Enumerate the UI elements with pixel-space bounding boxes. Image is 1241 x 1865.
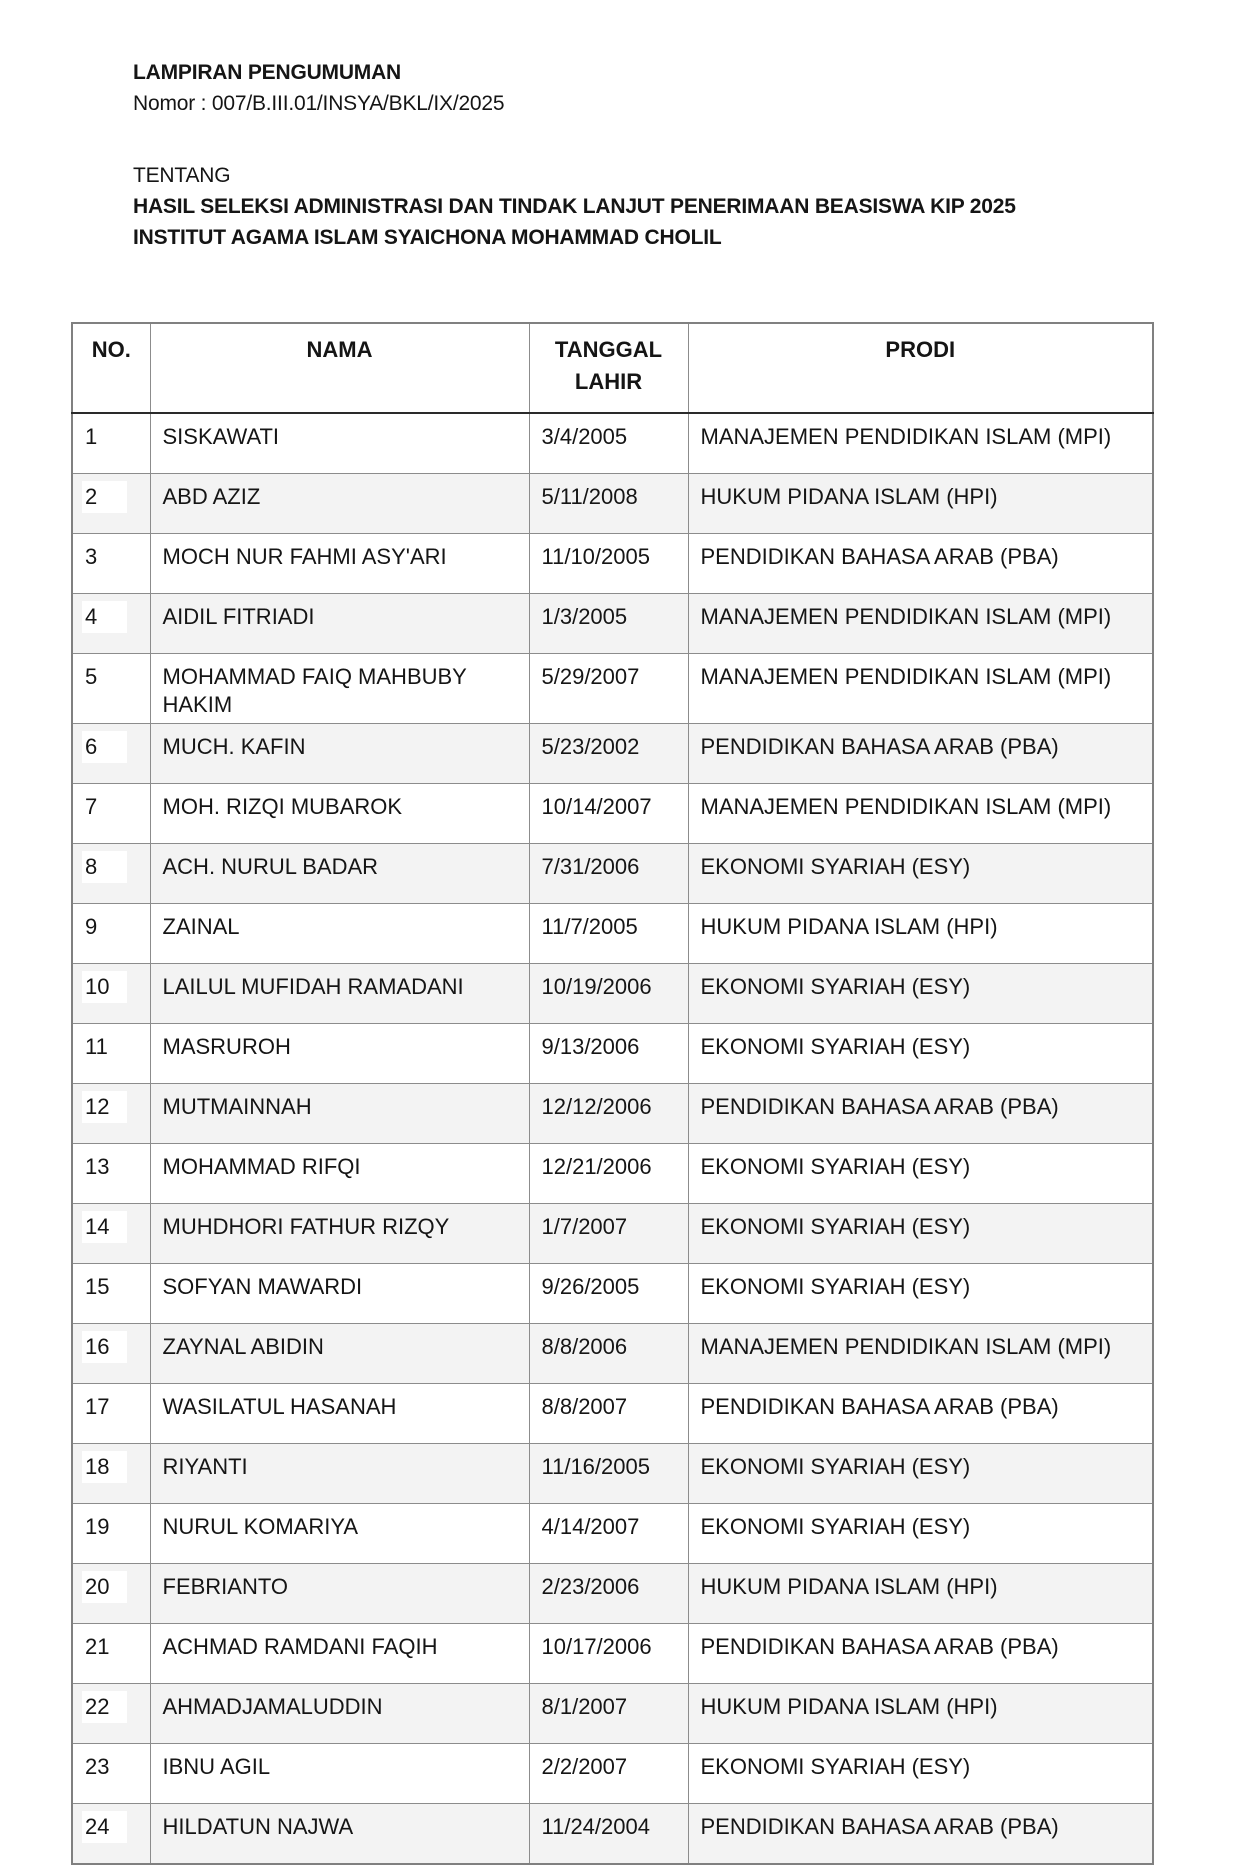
cell-no [72, 1804, 150, 1865]
cell-tanggal-lahir: 2/2/2007 [529, 1744, 688, 1804]
cell-nama: MASRUROH [150, 1024, 529, 1084]
row-number: 14 [82, 1211, 127, 1243]
table-row [72, 1264, 1153, 1324]
table-row [72, 474, 1153, 534]
cell-nama: NURUL KOMARIYA [150, 1504, 529, 1564]
cell-prodi: EKONOMI SYARIAH (ESY) [688, 1744, 1153, 1804]
cell-prodi: HUKUM PIDANA ISLAM (HPI) [688, 474, 1153, 534]
row-number: 20 [82, 1571, 127, 1603]
attachment-title: LAMPIRAN PENGUMUMAN [133, 61, 402, 84]
cell-no [72, 844, 150, 904]
row-number: 15 [82, 1271, 127, 1303]
cell-nama: MOHAMMAD RIFQI [150, 1144, 529, 1204]
table-row [72, 1024, 1153, 1084]
row-number: 12 [82, 1091, 127, 1123]
cell-no [72, 1684, 150, 1744]
table-row [72, 964, 1153, 1024]
table-row [72, 1144, 1153, 1204]
cell-prodi: HUKUM PIDANA ISLAM (HPI) [688, 1684, 1153, 1744]
column-header-prodi: PRODI [688, 323, 1153, 413]
cell-nama: ACHMAD RAMDANI FAQIH [150, 1624, 529, 1684]
cell-nama: WASILATUL HASANAH [150, 1384, 529, 1444]
cell-nama: AHMADJAMALUDDIN [150, 1684, 529, 1744]
cell-tanggal-lahir: 1/7/2007 [529, 1204, 688, 1264]
cell-prodi: MANAJEMEN PENDIDIKAN ISLAM (MPI) [688, 654, 1153, 724]
table-body [72, 413, 1153, 1864]
cell-prodi: EKONOMI SYARIAH (ESY) [688, 1144, 1153, 1204]
table-row [72, 1504, 1153, 1564]
cell-no [72, 413, 150, 474]
row-number: 6 [82, 731, 127, 763]
cell-prodi: EKONOMI SYARIAH (ESY) [688, 1444, 1153, 1504]
cell-prodi: MANAJEMEN PENDIDIKAN ISLAM (MPI) [688, 594, 1153, 654]
cell-tanggal-lahir: 10/19/2006 [529, 964, 688, 1024]
cell-nama: MUCH. KAFIN [150, 724, 529, 784]
results-table [71, 322, 1154, 1865]
cell-tanggal-lahir: 5/23/2002 [529, 724, 688, 784]
cell-prodi: PENDIDIKAN BAHASA ARAB (PBA) [688, 1624, 1153, 1684]
cell-tanggal-lahir: 11/24/2004 [529, 1804, 688, 1865]
cell-prodi: EKONOMI SYARIAH (ESY) [688, 1504, 1153, 1564]
cell-no [72, 1624, 150, 1684]
cell-no [72, 784, 150, 844]
table-row [72, 1564, 1153, 1624]
cell-tanggal-lahir: 2/23/2006 [529, 1564, 688, 1624]
table-row [72, 594, 1153, 654]
cell-tanggal-lahir: 4/14/2007 [529, 1504, 688, 1564]
cell-nama: SOFYAN MAWARDI [150, 1264, 529, 1324]
row-number: 22 [82, 1691, 127, 1723]
cell-tanggal-lahir: 8/8/2007 [529, 1384, 688, 1444]
cell-no [72, 1264, 150, 1324]
cell-no [72, 1384, 150, 1444]
cell-prodi: PENDIDIKAN BAHASA ARAB (PBA) [688, 1084, 1153, 1144]
row-number: 5 [82, 661, 127, 693]
row-number: 23 [82, 1751, 127, 1783]
row-number: 17 [82, 1391, 127, 1423]
column-header-no: NO. [72, 323, 150, 413]
row-number: 18 [82, 1451, 127, 1483]
cell-no [72, 1024, 150, 1084]
cell-tanggal-lahir: 5/11/2008 [529, 474, 688, 534]
cell-prodi: EKONOMI SYARIAH (ESY) [688, 1264, 1153, 1324]
table-row [72, 654, 1153, 724]
table-row [72, 844, 1153, 904]
cell-prodi: PENDIDIKAN BAHASA ARAB (PBA) [688, 1384, 1153, 1444]
row-number: 1 [82, 421, 127, 453]
subject-line-1: HASIL SELEKSI ADMINISTRASI DAN TINDAK LANJUT PENERIMAAN BEASISWA KIP 2025 [133, 195, 1016, 218]
cell-no [72, 1744, 150, 1804]
row-number: 7 [82, 791, 127, 823]
cell-tanggal-lahir: 11/10/2005 [529, 534, 688, 594]
table-header-row [72, 323, 1153, 413]
row-number: 3 [82, 541, 127, 573]
cell-no [72, 1084, 150, 1144]
about-label: TENTANG [133, 164, 231, 187]
cell-prodi: HUKUM PIDANA ISLAM (HPI) [688, 1564, 1153, 1624]
cell-prodi: EKONOMI SYARIAH (ESY) [688, 1204, 1153, 1264]
cell-prodi: MANAJEMEN PENDIDIKAN ISLAM (MPI) [688, 784, 1153, 844]
row-number: 8 [82, 851, 127, 883]
subject-line-2: INSTITUT AGAMA ISLAM SYAICHONA MOHAMMAD CHOLIL [133, 226, 722, 249]
cell-tanggal-lahir: 7/31/2006 [529, 844, 688, 904]
cell-prodi: EKONOMI SYARIAH (ESY) [688, 844, 1153, 904]
cell-tanggal-lahir: 11/16/2005 [529, 1444, 688, 1504]
cell-tanggal-lahir: 11/7/2005 [529, 904, 688, 964]
cell-tanggal-lahir: 1/3/2005 [529, 594, 688, 654]
cell-nama: RIYANTI [150, 1444, 529, 1504]
cell-tanggal-lahir: 8/8/2006 [529, 1324, 688, 1384]
cell-tanggal-lahir: 3/4/2005 [529, 413, 688, 474]
document-number: Nomor : 007/B.III.01/INSYA/BKL/IX/2025 [133, 92, 505, 115]
cell-no [72, 1504, 150, 1564]
cell-nama: AIDIL FITRIADI [150, 594, 529, 654]
row-number: 11 [82, 1031, 127, 1063]
cell-tanggal-lahir: 12/21/2006 [529, 1144, 688, 1204]
table-row [72, 1744, 1153, 1804]
table-row [72, 1384, 1153, 1444]
cell-nama: HILDATUN NAJWA [150, 1804, 529, 1865]
column-header-tanggal-lahir: TANGGAL LAHIR [529, 323, 688, 413]
row-number: 13 [82, 1151, 127, 1183]
cell-tanggal-lahir: 9/26/2005 [529, 1264, 688, 1324]
table-row [72, 1204, 1153, 1264]
column-header-nama: NAMA [150, 323, 529, 413]
cell-tanggal-lahir: 5/29/2007 [529, 654, 688, 724]
document-header-subject [133, 160, 1016, 253]
cell-no [72, 1144, 150, 1204]
cell-no [72, 594, 150, 654]
cell-nama: MUTMAINNAH [150, 1084, 529, 1144]
cell-no [72, 474, 150, 534]
cell-prodi: PENDIDIKAN BAHASA ARAB (PBA) [688, 724, 1153, 784]
cell-no [72, 904, 150, 964]
row-number: 21 [82, 1631, 127, 1663]
cell-tanggal-lahir: 10/14/2007 [529, 784, 688, 844]
row-number: 9 [82, 911, 127, 943]
results-table-container [71, 322, 1152, 1865]
cell-tanggal-lahir: 12/12/2006 [529, 1084, 688, 1144]
cell-no [72, 1564, 150, 1624]
cell-nama: SISKAWATI [150, 413, 529, 474]
cell-tanggal-lahir: 8/1/2007 [529, 1684, 688, 1744]
cell-tanggal-lahir: 10/17/2006 [529, 1624, 688, 1684]
cell-nama: ZAYNAL ABIDIN [150, 1324, 529, 1384]
row-number: 2 [82, 481, 127, 513]
cell-nama: MUHDHORI FATHUR RIZQY [150, 1204, 529, 1264]
cell-nama: MOH. RIZQI MUBAROK [150, 784, 529, 844]
cell-nama: LAILUL MUFIDAH RAMADANI [150, 964, 529, 1024]
row-number: 4 [82, 601, 127, 633]
table-row [72, 1624, 1153, 1684]
cell-prodi: MANAJEMEN PENDIDIKAN ISLAM (MPI) [688, 1324, 1153, 1384]
cell-no [72, 534, 150, 594]
cell-no [72, 964, 150, 1024]
cell-nama: FEBRIANTO [150, 1564, 529, 1624]
cell-nama: IBNU AGIL [150, 1744, 529, 1804]
row-number: 16 [82, 1331, 127, 1363]
table-row [72, 784, 1153, 844]
row-number: 24 [82, 1811, 127, 1843]
cell-no [72, 654, 150, 724]
cell-nama: ACH. NURUL BADAR [150, 844, 529, 904]
table-row [72, 904, 1153, 964]
table-row [72, 534, 1153, 594]
cell-prodi: MANAJEMEN PENDIDIKAN ISLAM (MPI) [688, 413, 1153, 474]
document-header-top [133, 57, 504, 119]
cell-prodi: PENDIDIKAN BAHASA ARAB (PBA) [688, 534, 1153, 594]
cell-nama: ABD AZIZ [150, 474, 529, 534]
table-row [72, 1804, 1153, 1865]
cell-nama: ZAINAL [150, 904, 529, 964]
cell-no [72, 1324, 150, 1384]
cell-nama: MOCH NUR FAHMI ASY'ARI [150, 534, 529, 594]
table-row [72, 1444, 1153, 1504]
table-row [72, 413, 1153, 474]
table-row [72, 1684, 1153, 1744]
cell-tanggal-lahir: 9/13/2006 [529, 1024, 688, 1084]
cell-prodi: PENDIDIKAN BAHASA ARAB (PBA) [688, 1804, 1153, 1865]
cell-nama: MOHAMMAD FAIQ MAHBUBY HAKIM [150, 654, 529, 724]
cell-no [72, 724, 150, 784]
table-row [72, 1084, 1153, 1144]
cell-prodi: EKONOMI SYARIAH (ESY) [688, 1024, 1153, 1084]
cell-prodi: HUKUM PIDANA ISLAM (HPI) [688, 904, 1153, 964]
table-row [72, 724, 1153, 784]
cell-no [72, 1444, 150, 1504]
cell-prodi: EKONOMI SYARIAH (ESY) [688, 964, 1153, 1024]
row-number: 19 [82, 1511, 127, 1543]
row-number: 10 [82, 971, 127, 1003]
table-row [72, 1324, 1153, 1384]
cell-no [72, 1204, 150, 1264]
